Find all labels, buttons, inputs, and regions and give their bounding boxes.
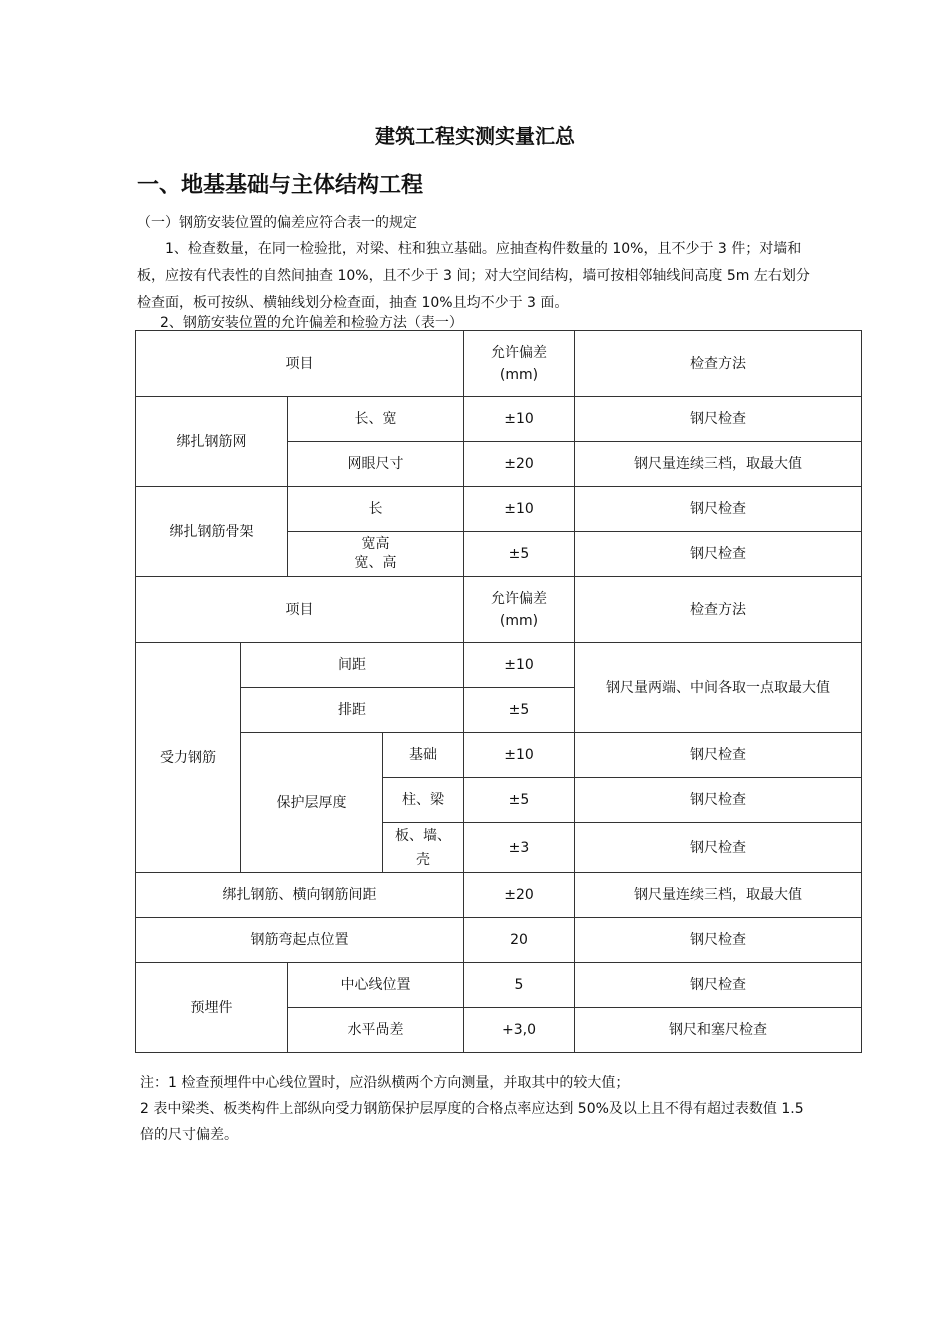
header-tolerance <box>464 331 575 397</box>
main-row-spacing-tol: ±5 <box>464 688 575 733</box>
cover-column-beam: 柱、梁 <box>383 778 464 823</box>
bend-point-method: 钢尺检查 <box>575 918 862 963</box>
header-tolerance-repeat <box>464 577 575 643</box>
main-spacing: 间距 <box>241 643 464 688</box>
bend-point: 钢筋弯起点位置 <box>136 918 464 963</box>
header-method-repeat: 检查方法 <box>575 577 862 643</box>
main-bar-label: 受力钢筋 <box>136 643 241 873</box>
header-item: 项目 <box>136 331 464 397</box>
cage-width-height-line1: 宽高 <box>361 536 390 552</box>
paragraph-inspection-quantity: 1、检查数量，在同一检验批，对梁、柱和独立基础。应抽查构件数量的 10%，且不少于 3 件；对墙和板，应按有代表性的自然间抽查 10%，且不少于 3 间；对大空间结构，墙可按相邻轴线间高度 5m 左右划分检查面，板可按纵、横轴线划分检查面，抽查 10%且均不少于 3 面。 <box>137 241 810 311</box>
cover-foundation-tol: ±10 <box>464 733 575 778</box>
main-spacing-method: 钢尺量两端、中间各取一点取最大值 <box>575 643 862 733</box>
subsection-heading: （一）钢筋安装位置的偏差应符合表一的规定 <box>137 215 417 231</box>
table-caption: 2、钢筋安装位置的允许偏差和检验方法（表一） <box>160 315 463 331</box>
cover-foundation-method: 钢尺检查 <box>575 733 862 778</box>
header-tolerance-label: 允许偏差 <box>491 344 547 361</box>
header-item-repeat: 项目 <box>136 577 464 643</box>
cover-slab-method: 钢尺检查 <box>575 823 862 873</box>
table-row <box>136 873 862 918</box>
mesh-grid-size-method: 钢尺量连续三档，取最大值 <box>575 442 862 487</box>
stirrup-spacing: 绑扎钢筋、横向钢筋间距 <box>136 873 464 918</box>
embed-level-method: 钢尺和塞尺检查 <box>575 1008 862 1053</box>
cover-slab-line1: 板、墙、 <box>395 827 451 844</box>
notes <box>140 1070 820 1148</box>
mesh-label: 绑扎钢筋网 <box>136 397 288 487</box>
embed-level: 水平咼差 <box>288 1008 464 1053</box>
cover-thickness-label: 保护层厚度 <box>241 733 383 873</box>
mesh-grid-size: 网眼尺寸 <box>288 442 464 487</box>
cage-width-height-line2: 宽、高 <box>354 555 397 571</box>
cage-length-tol: ±10 <box>464 487 575 532</box>
main-row-spacing: 排距 <box>241 688 464 733</box>
header-method: 检查方法 <box>575 331 862 397</box>
cover-slab-tol: ±3 <box>464 823 575 873</box>
table-header-row <box>136 331 862 397</box>
embed-center-method: 钢尺检查 <box>575 963 862 1008</box>
cage-width-height-method: 钢尺检查 <box>575 532 862 577</box>
mesh-length-width-method: 钢尺检查 <box>575 397 862 442</box>
cage-width-height <box>288 532 464 577</box>
cage-label: 绑扎钢筋骨架 <box>136 487 288 577</box>
header-tolerance-label-repeat: 允许偏差 <box>491 590 547 607</box>
table-row <box>136 733 862 778</box>
table-header-row <box>136 577 862 643</box>
table-row <box>136 487 862 532</box>
document-title: 建筑工程实测实量汇总 <box>375 124 575 148</box>
cage-length-method: 钢尺检查 <box>575 487 862 532</box>
cover-slab-wall-shell <box>383 823 464 873</box>
note-2: 2 表中梁类、板类构件上部纵向受力钢筋保护层厚度的合格点率应达到 50%及以上且不得有超过表数值 1.5 倍的尺寸偏差。 <box>140 1101 804 1143</box>
note-1: 注：1 检查预埋件中心线位置时，应沿纵横两个方向测量，并取其中的较大值； <box>140 1075 630 1091</box>
mesh-length-width: 长、宽 <box>288 397 464 442</box>
table-row <box>136 397 862 442</box>
header-tolerance-unit-repeat: (mm) <box>499 612 539 629</box>
cover-column-beam-method: 钢尺检查 <box>575 778 862 823</box>
stirrup-spacing-tol: ±20 <box>464 873 575 918</box>
bend-point-tol: 20 <box>464 918 575 963</box>
embed-center-tol: 5 <box>464 963 575 1008</box>
table-row <box>136 963 862 1008</box>
cover-foundation: 基础 <box>383 733 464 778</box>
embed-center: 中心线位置 <box>288 963 464 1008</box>
table-row <box>136 918 862 963</box>
cage-width-height-tol: ±5 <box>464 532 575 577</box>
main-spacing-tol: ±10 <box>464 643 575 688</box>
section-heading: 一、地基基础与主体结构工程 <box>137 173 424 198</box>
embed-level-tol: +3,0 <box>464 1008 575 1053</box>
cover-slab-line2: 壳 <box>416 851 430 868</box>
tolerance-table <box>135 330 862 1053</box>
cover-column-beam-tol: ±5 <box>464 778 575 823</box>
stirrup-spacing-method: 钢尺量连续三档，取最大值 <box>575 873 862 918</box>
embed-label: 预埋件 <box>136 963 288 1053</box>
header-tolerance-unit: (mm) <box>499 366 539 383</box>
table-row <box>136 643 862 688</box>
cage-length: 长 <box>288 487 464 532</box>
mesh-length-width-tol: ±10 <box>464 397 575 442</box>
mesh-grid-size-tol: ±20 <box>464 442 575 487</box>
